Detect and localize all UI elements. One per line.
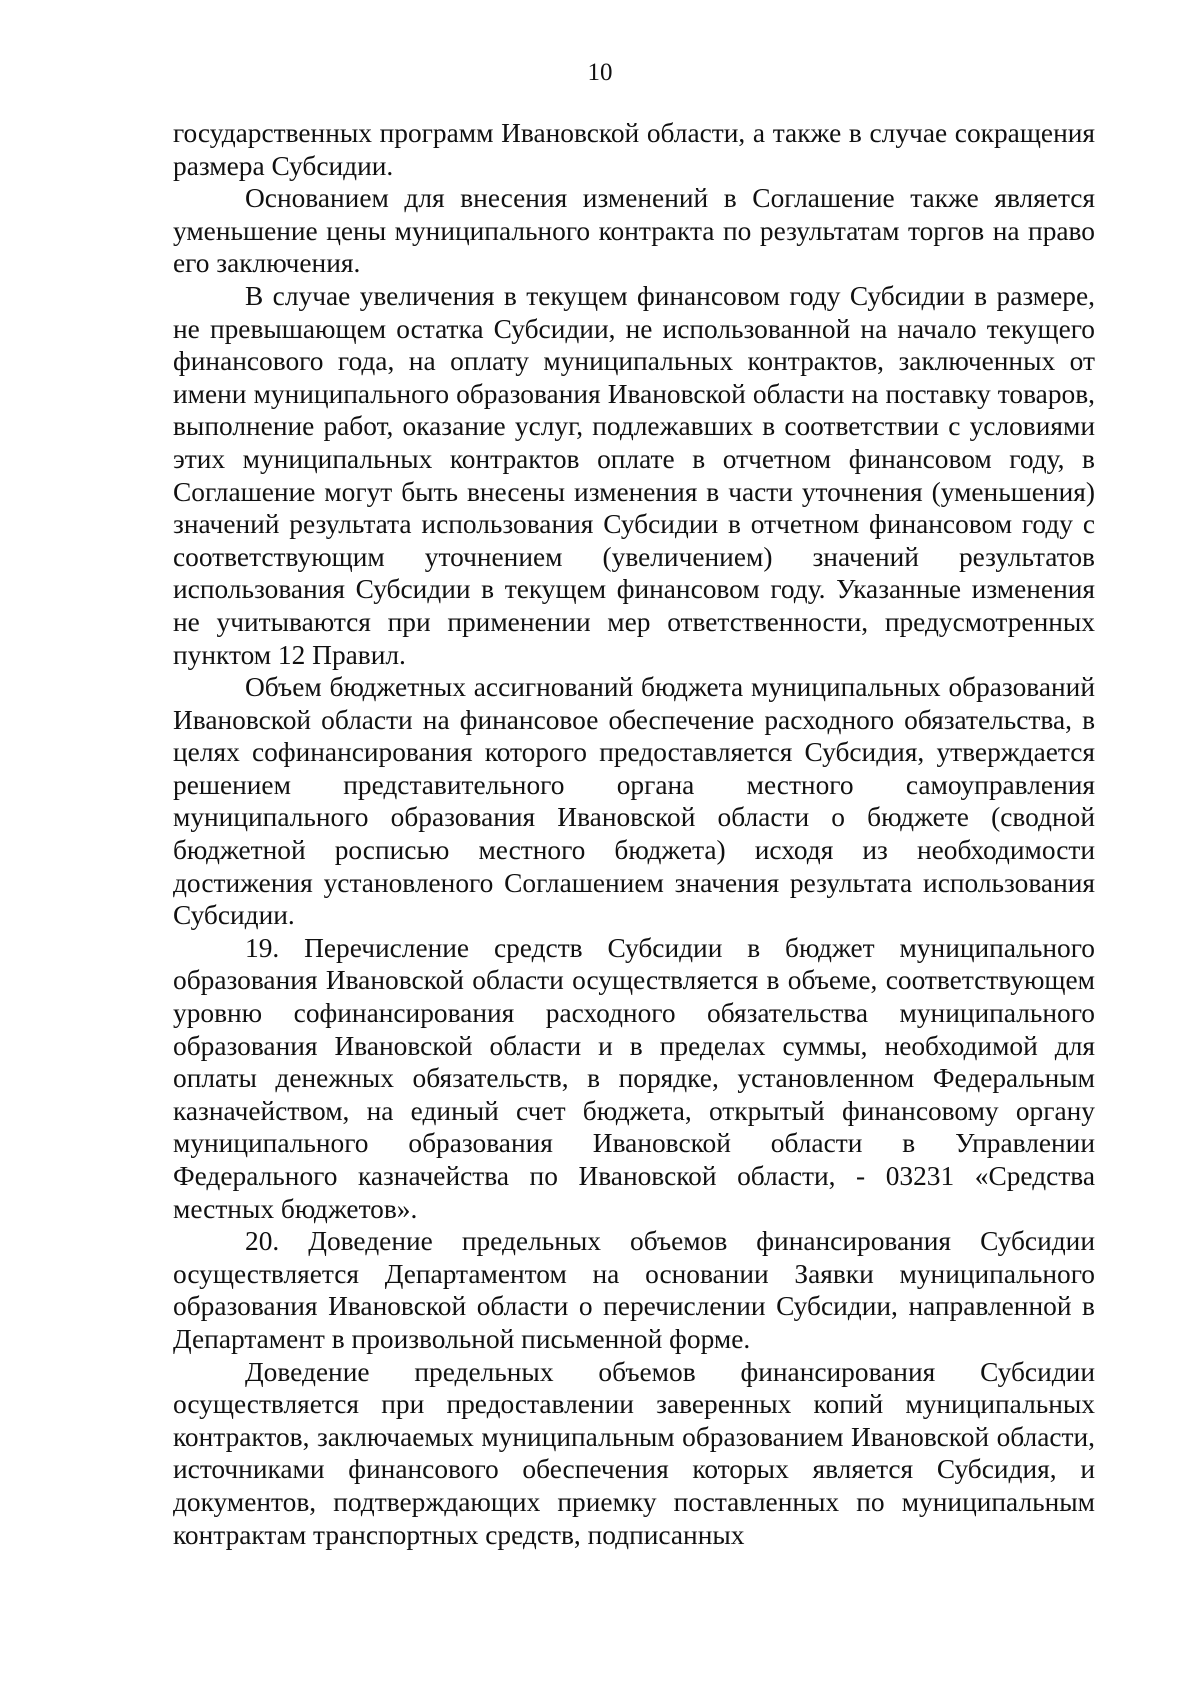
paragraph-item-19: 19. Перечисление средств Субсидии в бюджет муниципального образования Ивановской области осуществляется в объеме, соответствующем уровню софинансирования расходного обязательства муниципального образования Ивановской области и в пределах суммы, необходимой для оплаты денежных обязательств, в порядке, установленном Федеральным казначейством, на единый счет бюджета, открытый финансовому органу муниципального образования Ивановской области в Управлении Федерального казначейства по Ивановской области, - 03231 «Средства местных бюджетов». bbox=[173, 932, 1095, 1224]
paragraph-funding-limits: Доведение предельных объемов финансирования Субсидии осуществляется при предоставлении заверенных копий муниципальных контрактов, заключаемых муниципальным образованием Ивановской области, источниками финансового обеспечения которых является Субсидия, и документов, подтверждающих приемку поставленных по муниципальным контрактам транспортных средств, подписанных bbox=[173, 1356, 1095, 1550]
paragraph-continuation: государственных программ Ивановской области, а также в случае сокращения размера Субсидии. bbox=[173, 118, 1095, 181]
paragraph-budget-allocations: Объем бюджетных ассигнований бюджета муниципальных образований Ивановской области на финансовое обеспечение расходного обязательства, в целях софинансирования которого предоставляется Субсидия, утверждается решением представительного органа местного самоуправления муниципального образования Ивановской области о бюджете (сводной бюджетной росписью местного бюджета) исходя из необходимости достижения установленого Соглашением значения результата использования Субсидии. bbox=[173, 672, 1095, 931]
paragraph-subsidy-increase: В случае увеличения в текущем финансовом году Субсидии в размере, не превышающем остатка Субсидии, не использованной на начало текущего финансового года, на оплату муниципальных контрактов, заключенных от имени муниципального образования Ивановской области на поставку товаров, выполнение работ, оказание услуг, подлежавших в соответствии с условиями этих муниципальных контрактов оплате в отчетном финансовом году, в Соглашение могут быть внесены изменения в части уточнения (уменьшения) значений результата использования Субсидии в отчетном финансовом году с соответствующим уточнением (увеличением) значений результатов использования Субсидии в текущем финансовом году. Указанные изменения не учитываются при применении мер ответственности, предусмотренных пунктом 12 Правил. bbox=[173, 280, 1095, 670]
paragraph-amendment-basis: Основанием для внесения изменений в Соглашение также является уменьшение цены муниципального контракта по результатам торгов на право его заключения. bbox=[173, 183, 1095, 279]
page-number: 10 bbox=[587, 59, 613, 86]
document-body bbox=[173, 117, 1095, 1551]
paragraph-item-20: 20. Доведение предельных объемов финансирования Субсидии осуществляется Департаментом на основании Заявки муниципального образования Ивановской области о перечислении Субсидии, направленной в Департамент в произвольной письменной форме. bbox=[173, 1226, 1095, 1354]
